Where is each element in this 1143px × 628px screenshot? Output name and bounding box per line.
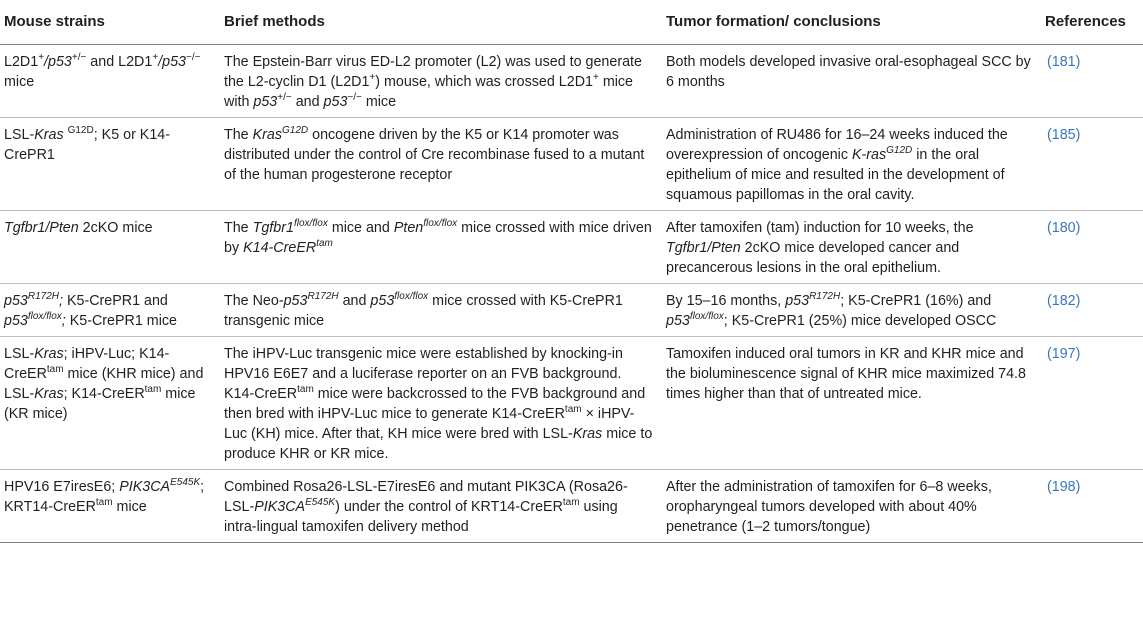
brief-methods-cell: The Epstein-Barr virus ED-L2 promoter (L2) was used to generate the L2-cyclin D1 (L2D1+) mouse, which was crossed L2D1+ mice with p53+/− and p53−/− mice <box>220 45 662 118</box>
reference-link[interactable]: (181) <box>1043 45 1143 118</box>
table-row <box>0 211 1143 284</box>
mouse-strain-cell: LSL-Kras; iHPV-Luc; K14-CreER$^{tam}$ mice (KHR mice) and LSL-Kras; K14-CreER$^{tam}$ mice (KR mice) <box>0 337 220 470</box>
mouse-strain-cell: $p53^{R172H}$; K5-CrePR1 and $p53^{flox/flox}$; K5-CrePR1 mice <box>0 284 220 337</box>
mouse-strain-cell: L2D1+/p53+/− and L2D1+/p53−/− mice <box>0 45 220 118</box>
table-body <box>0 45 1143 543</box>
table-row <box>0 45 1143 118</box>
reference-link[interactable]: (182) <box>1043 284 1143 337</box>
mouse-strain-cell: LSL-Kras $^{G12D}$; K5 or K14-CrePR1 <box>0 118 220 211</box>
header-row <box>0 0 1143 45</box>
reference-link[interactable]: (180) <box>1043 211 1143 284</box>
header-brief-methods: Brief methods <box>220 0 662 45</box>
reference-link[interactable]: (185) <box>1043 118 1143 211</box>
header-tumor-formation: Tumor formation/ conclusions <box>662 0 1043 45</box>
table-row <box>0 337 1143 470</box>
table-header <box>0 0 1143 45</box>
mouse-strain-cell: Tgfbr1/Pten 2cKO mice <box>0 211 220 284</box>
header-references: References <box>1043 0 1143 45</box>
tumor-conclusions-cell: Administration of RU486 for 16–24 weeks induced the overexpression of oncogenic K-ras$^{G12D}$ in the oral epithelium of mice and resulted in the development of squamous papillomas in the oral cavity. <box>662 118 1043 211</box>
reference-link[interactable]: (198) <box>1043 470 1143 543</box>
header-mouse-strains: Mouse strains <box>0 0 220 45</box>
brief-methods-cell: The $Tgfbr1^{flox/flox}$ mice and Pten$^{flox/flox}$ mice crossed with mice driven by K14-CreER$^{tam}$ <box>220 211 662 284</box>
table-row <box>0 284 1143 337</box>
table-row <box>0 118 1143 211</box>
brief-methods-cell: The Kras$^{G12D}$ oncogene driven by the K5 or K14 promoter was distributed under the control of Cre recombinase fused to a mutant of the human progesterone receptor <box>220 118 662 211</box>
mouse-strain-cell: HPV16 E7iresE6; $PIK3CA^{E545K}$; KRT14-CreER$^{tam}$ mice <box>0 470 220 543</box>
tumor-conclusions-cell: Tamoxifen induced oral tumors in KR and KHR mice and the bioluminescence signal of KHR mice maximized 74.8 times higher than that of untreated mice. <box>662 337 1043 470</box>
tumor-conclusions-cell: After the administration of tamoxifen for 6–8 weeks, oropharyngeal tumors developed with about 40% penetrance (1–2 tumors/tongue) <box>662 470 1043 543</box>
brief-methods-cell: The iHPV-Luc transgenic mice were established by knocking-in HPV16 E6E7 and a luciferase reporter on an FVB background. K14-CreER$^{tam}$ mice were backcrossed to the FVB background and then bred with iHPV-Luc mice to generate K14-CreER$^{tam}$ × iHPV-Luc (KH) mice. After that, KH mice were bred with LSL-Kras mice to produce KHR or KR mice. <box>220 337 662 470</box>
reference-link[interactable]: (197) <box>1043 337 1143 470</box>
brief-methods-cell: Combined Rosa26-LSL-E7iresE6 and mutant PIK3CA $(Rosa26-LSL-PIK3CA^{E545K})$ under the control of KRT14-CreER$^{tam}$ using intra-lingual tamoxifen delivery method <box>220 470 662 543</box>
tumor-conclusions-cell: After tamoxifen (tam) induction for 10 weeks, the Tgfbr1/Pten 2cKO mice developed cancer and precancerous lesions in the oral epithelium. <box>662 211 1043 284</box>
tumor-conclusions-cell: By 15–16 months, $p53^{R172H}$; K5-CrePR1 (16%) and $p53^{flox/flox}$; K5-CrePR1 (25%) mice developed OSCC <box>662 284 1043 337</box>
brief-methods-cell: The Neo-$p53^{R172H}$ and $p53^{flox/flox}$ mice crossed with K5-CrePR1 transgenic mice <box>220 284 662 337</box>
tumor-conclusions-cell: Both models developed invasive oral-esophageal SCC by 6 months <box>662 45 1043 118</box>
table-row <box>0 470 1143 543</box>
